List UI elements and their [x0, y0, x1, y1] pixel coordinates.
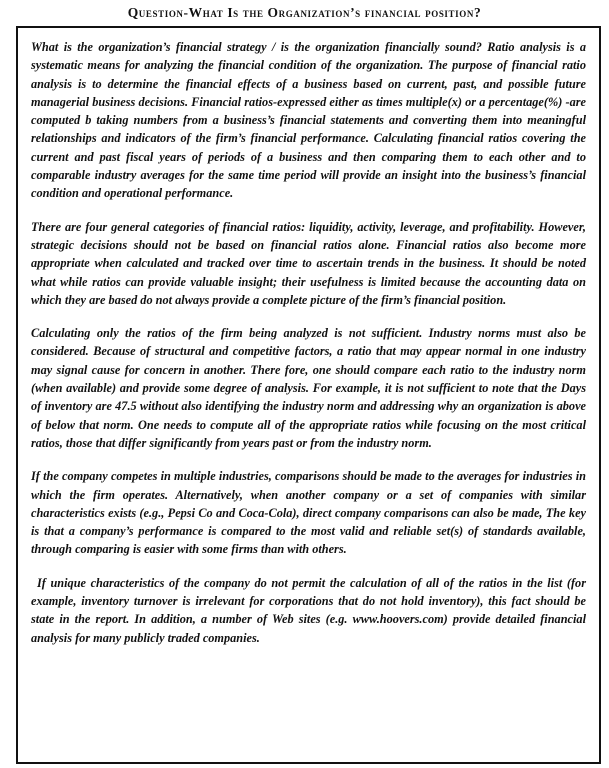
text-box	[16, 26, 601, 764]
paragraph-ratio-categories: There are four general categories of financial ratios: liquidity, activity, leverage, and profitability. However, strategic decisions should not be based on financial ratios alone. Financial ratios also become more appropriate when calculated and tracked over time to ascertain trends in the business. It should be noted what while ratios can provide valuable insight; their usefulness is limited because the accounting data on which they are based do not always provide a complete picture of the firm’s financial position.	[31, 219, 586, 307]
paragraph-unique-characteristics: If unique characteristics of the company do not permit the calculation of all of the ratios in the list (for example, inventory turnover is irrelevant for corporations that do not hold inventory), this fact should be state in the report. In addition, a number of Web sites (e.g. www.hoovers.com) provide detailed financial analysis for many publicly traded companies.	[31, 575, 586, 645]
paragraph-industry-norms: Calculating only the ratios of the firm being analyzed is not sufficient. Industry norms must also be considered. Because of structural and competitive factors, a ratio that may appear normal in one industry may signal cause for concern in another. There fore, one should compare each ratio to the industry norm (when available) and provide some degree of analysis. For example, it is not sufficient to note that the Days of inventory are 47.5 without also identifying the industry norm and addressing why an organization is above of below that norm. One needs to compute all of the appropriate ratios while focusing on the most critical ratios, those that differ significantly from years past or from the industry norm.	[31, 326, 586, 450]
paragraph-financial-strategy: What is the organization’s financial strategy / is the organization financially sound? Ratio analysis is a systematic means for analyzing the financial condition of the organization. The purpose of financial ratio analysis is to determine the financial effects of a business based on current, past, and possible future managerial business decisions. Financial ratios-expressed either as times multiple(x) or a percentage(%) -are computed b taking numbers from a business’s financial statements and converting them into meaningful relationships and indicators of the firm’s financial performance. Calculating financial ratios covering the current and past fiscal years of periods of a business and then comparing them to each other and to comparable industry averages for the same time period will provide an insight into the business’s financial condition and operational performance.	[31, 40, 586, 201]
paragraph-multiple-industries: If the company competes in multiple industries, comparisons should be made to the averages for industries in which the firm operates. Alternatively, when another company or a set of companies with similar characteristics exists (e.g., Pepsi Co and Coca-Cola), direct company comparisons can also be made, The key is that a company’s performance is compared to the most valid and reliable set(s) of standards available, through comparing is easier with some firms than with others.	[31, 469, 586, 557]
page-title: Question-What Is the Organization’s financial position?	[127, 5, 482, 20]
